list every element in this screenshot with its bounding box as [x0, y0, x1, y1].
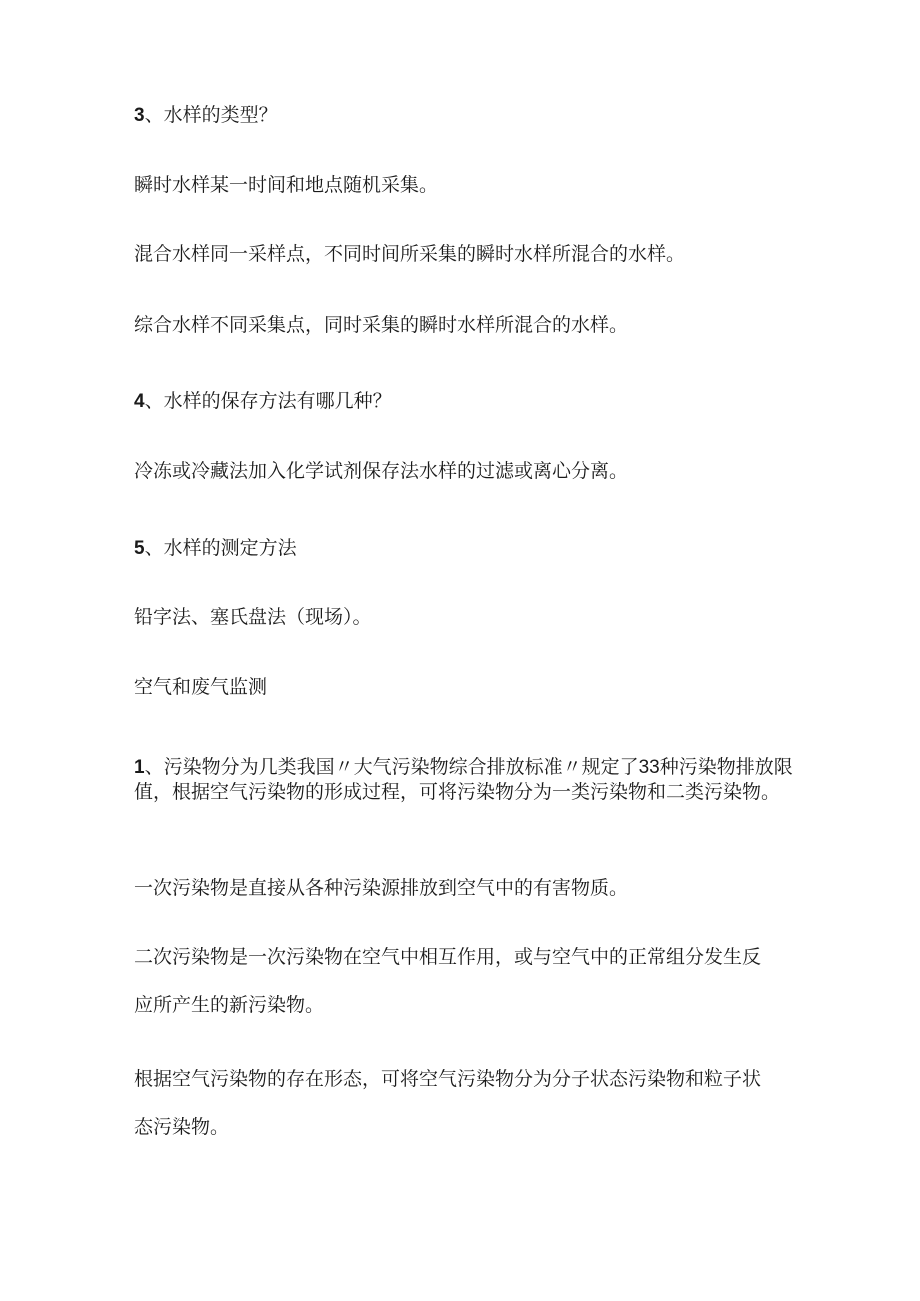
paragraph-pollutant-state-line2: 态污染物。 [134, 1116, 230, 1138]
question-number: 5 [134, 538, 145, 559]
question-text: 、水样的测定方法 [144, 537, 297, 559]
question-heading-5 [134, 536, 794, 561]
question-text: 、水样的保存方法有哪几种？ [144, 390, 392, 412]
paragraph-secondary-pollutant-line2: 应所产生的新污染物。 [134, 994, 325, 1016]
question-heading-3 [134, 103, 794, 128]
section-heading: 空气和废气监测 [134, 676, 268, 698]
paragraph-secondary-pollutant-line1: 二次污染物是一次污染物在空气中相互作用，或与空气中的正常组分发生反 [134, 946, 762, 968]
question-text-part-a: 、污染物分为几类我国〃大气污染物综合排放标准〃规定了 [144, 756, 639, 778]
paragraph-pollutant-state-line1: 根据空气污染物的存在形态，可将空气污染物分为分子状态污染物和粒子状 [134, 1068, 762, 1090]
question-text-part-b: 种污染物排放限值，根据空气污染物的形成过程，可将污染物分为一类污染物和二类污染物。 [134, 756, 793, 803]
question-number: 3 [134, 105, 145, 126]
paragraph-preservation-methods: 冷冻或冷藏法加入化学试剂保存法水样的过滤或离心分离。 [134, 460, 629, 482]
pollutant-count: 33 [638, 757, 660, 778]
question-heading-4 [134, 389, 794, 414]
question-heading-1 [134, 755, 794, 805]
paragraph-primary-pollutant: 一次污染物是直接从各种污染源排放到空气中的有害物质。 [134, 877, 629, 899]
question-number: 4 [134, 391, 145, 412]
paragraph-mixed-sample: 混合水样同一采样点，不同时间所采集的瞬时水样所混合的水样。 [134, 243, 686, 265]
paragraph-measurement-methods: 铅字法、塞氏盘法（现场）。 [134, 606, 372, 628]
question-number: 1 [134, 757, 145, 778]
paragraph-composite-sample: 综合水样不同采集点，同时采集的瞬时水样所混合的水样。 [134, 314, 629, 336]
paragraph-instant-sample: 瞬时水样某一时间和地点随机采集。 [134, 174, 439, 196]
question-text: 、水样的类型？ [144, 104, 278, 126]
